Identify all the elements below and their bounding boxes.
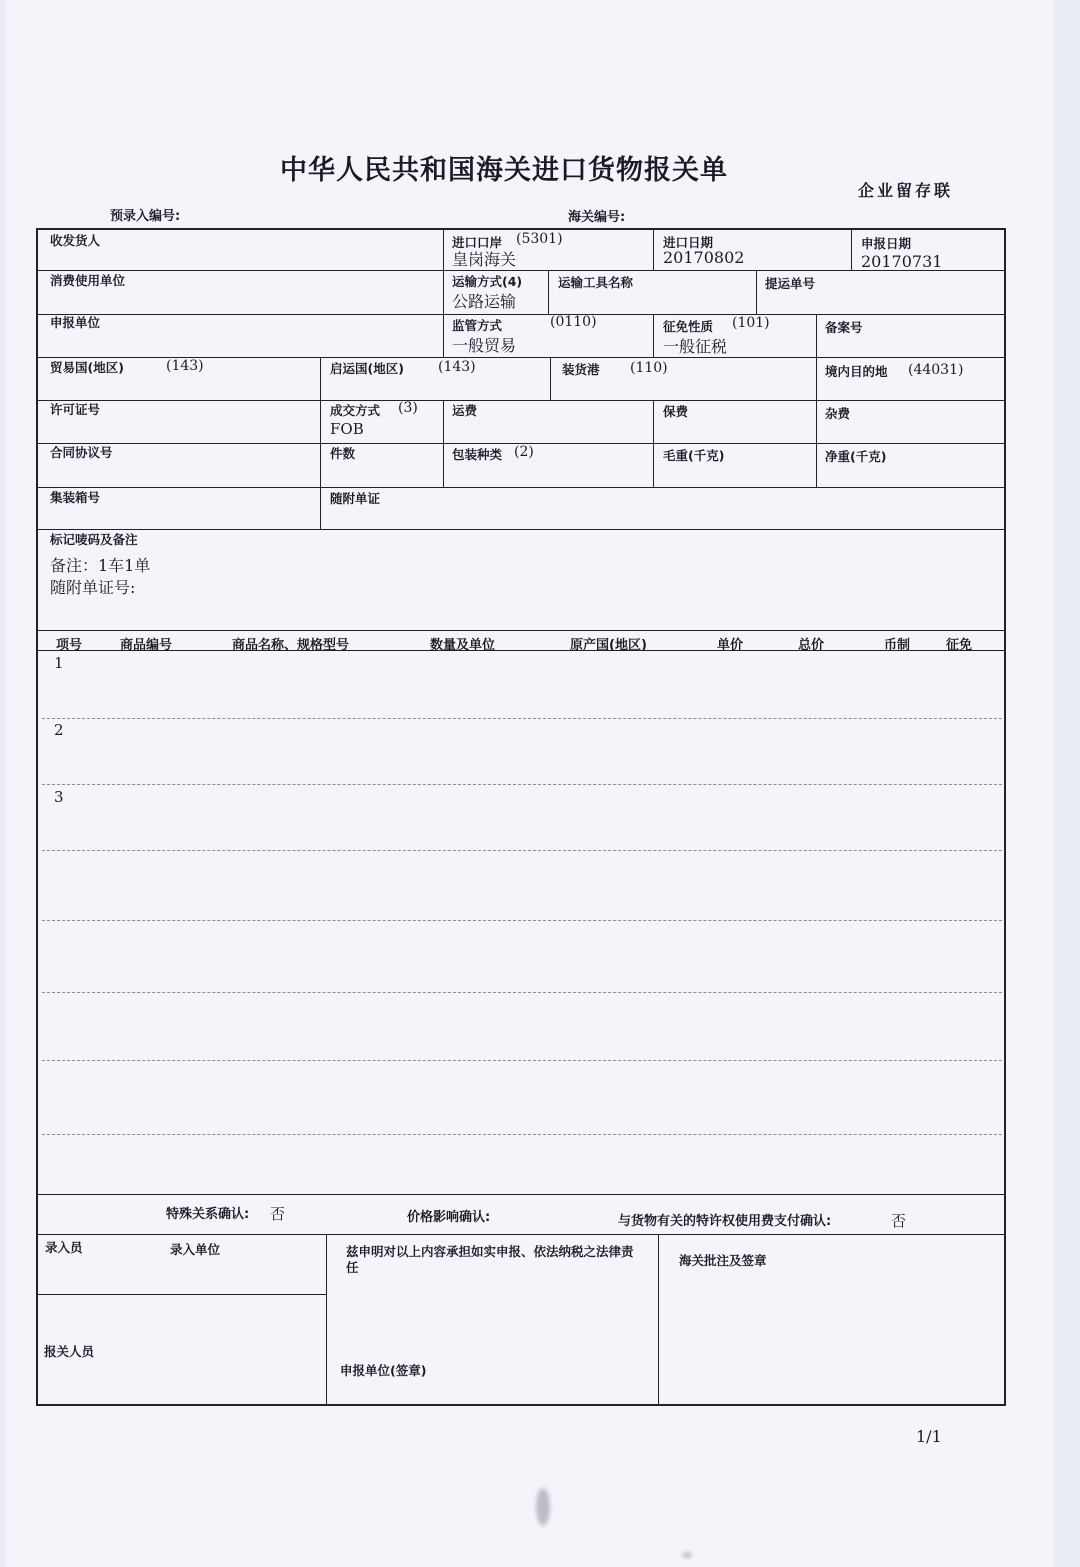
levy-nature-code: (101): [732, 315, 770, 331]
col-currency: 币制: [884, 638, 911, 653]
col-origin-country: 原产国(地区): [570, 638, 647, 653]
package-type-label: 包装种类: [452, 447, 503, 462]
customs-approval-label: 海关批注及签章: [679, 1253, 767, 1268]
transaction-mode-value: FOB: [330, 420, 364, 438]
entry-clerk-label: 录入员: [45, 1240, 83, 1255]
col-quantity-unit: 数量及单位: [430, 638, 496, 653]
marks-note: 备注：1车1单: [50, 556, 151, 575]
transport-mode-value: 公路运输: [452, 292, 517, 311]
transport-mode-label: 运输方式(4): [452, 274, 523, 289]
import-port-label: 进口口岸: [452, 235, 503, 250]
special-relation-value: 否: [270, 1205, 286, 1223]
pieces-label: 件数: [330, 446, 356, 461]
trade-country-code: (143): [166, 358, 204, 374]
table-row: 2: [54, 721, 64, 739]
import-date-label: 进口日期: [663, 235, 714, 250]
form-title: 中华人民共和国海关进口货物报关单: [280, 155, 728, 186]
price-influence-label: 价格影响确认:: [407, 1210, 491, 1225]
loading-port-label: 装货港: [562, 362, 600, 377]
container-no-label: 集装箱号: [50, 490, 101, 505]
col-commodity-code: 商品编号: [120, 638, 173, 653]
scan-speck: [682, 1552, 692, 1558]
departure-country-label: 启运国(地区): [330, 361, 404, 376]
freight-label: 运费: [452, 403, 478, 418]
supervision-mode-code: (0110): [550, 314, 597, 330]
transport-tool-label: 运输工具名称: [558, 275, 634, 290]
gross-weight-label: 毛重(千克): [663, 448, 725, 463]
departure-country-code: (143): [438, 359, 476, 375]
page-number: 1/1: [916, 1427, 942, 1446]
declaration-form: [36, 228, 1006, 1406]
pre-entry-no-label: 预录入编号:: [110, 209, 181, 224]
special-relation-label: 特殊关系确认:: [166, 1207, 250, 1222]
loading-port-code: (110): [630, 360, 668, 376]
col-levy: 征免: [946, 638, 973, 653]
declare-date-value: 20170731: [861, 252, 943, 271]
transaction-mode-label: 成交方式: [330, 403, 381, 418]
royalty-value: 否: [891, 1212, 907, 1230]
royalty-label: 与货物有关的特许权使用费支付确认:: [618, 1214, 832, 1229]
record-no-label: 备案号: [825, 320, 863, 335]
domestic-destination-label: 境内目的地: [825, 364, 888, 379]
bill-of-lading-label: 提运单号: [765, 276, 816, 291]
contract-no-label: 合同协议号: [50, 445, 113, 460]
package-type-code: (2): [514, 444, 534, 460]
consignee-label: 收发货人: [50, 233, 101, 248]
license-no-label: 许可证号: [50, 402, 101, 417]
col-unit-price: 单价: [717, 638, 744, 653]
entry-unit-label: 录入单位: [170, 1242, 221, 1257]
table-row: 1: [54, 654, 64, 672]
insurance-label: 保费: [663, 404, 689, 419]
attached-docs-label: 随附单证: [330, 491, 381, 506]
domestic-destination-code: (44031): [908, 362, 964, 378]
copy-label: 企业留存联: [858, 181, 954, 200]
col-item-no: 项号: [56, 638, 83, 653]
misc-fee-label: 杂费: [825, 406, 851, 421]
declare-date-label: 申报日期: [861, 236, 912, 251]
declarant-seal-label: 申报单位(签章): [340, 1363, 427, 1378]
customs-no-label: 海关编号:: [568, 210, 626, 225]
declarant-unit-label: 申报单位: [50, 315, 101, 330]
levy-nature-value: 一般征税: [663, 337, 728, 356]
scan-smudge: [536, 1488, 550, 1526]
import-port-code: (5301): [516, 231, 563, 247]
net-weight-label: 净重(千克): [825, 449, 887, 464]
trade-country-label: 贸易国(地区): [50, 360, 124, 375]
broker-label: 报关人员: [44, 1344, 95, 1359]
import-date-value: 20170802: [663, 248, 745, 267]
col-total-price: 总价: [798, 638, 825, 653]
marks-attached-no: 随附单证号:: [50, 578, 136, 597]
supervision-mode-value: 一般贸易: [452, 336, 517, 355]
col-commodity-name: 商品名称、规格型号: [232, 638, 350, 653]
declaration-statement: 兹申明对以上内容承担如实申报、依法纳税之法律责任: [346, 1244, 634, 1275]
import-port-value: 皇岗海关: [452, 250, 517, 269]
table-row: 3: [54, 788, 64, 806]
levy-nature-label: 征免性质: [663, 319, 714, 334]
marks-label: 标记唛码及备注: [50, 532, 138, 547]
transaction-mode-code: (3): [398, 400, 418, 416]
consumer-unit-label: 消费使用单位: [50, 273, 126, 288]
supervision-mode-label: 监管方式: [452, 318, 503, 333]
